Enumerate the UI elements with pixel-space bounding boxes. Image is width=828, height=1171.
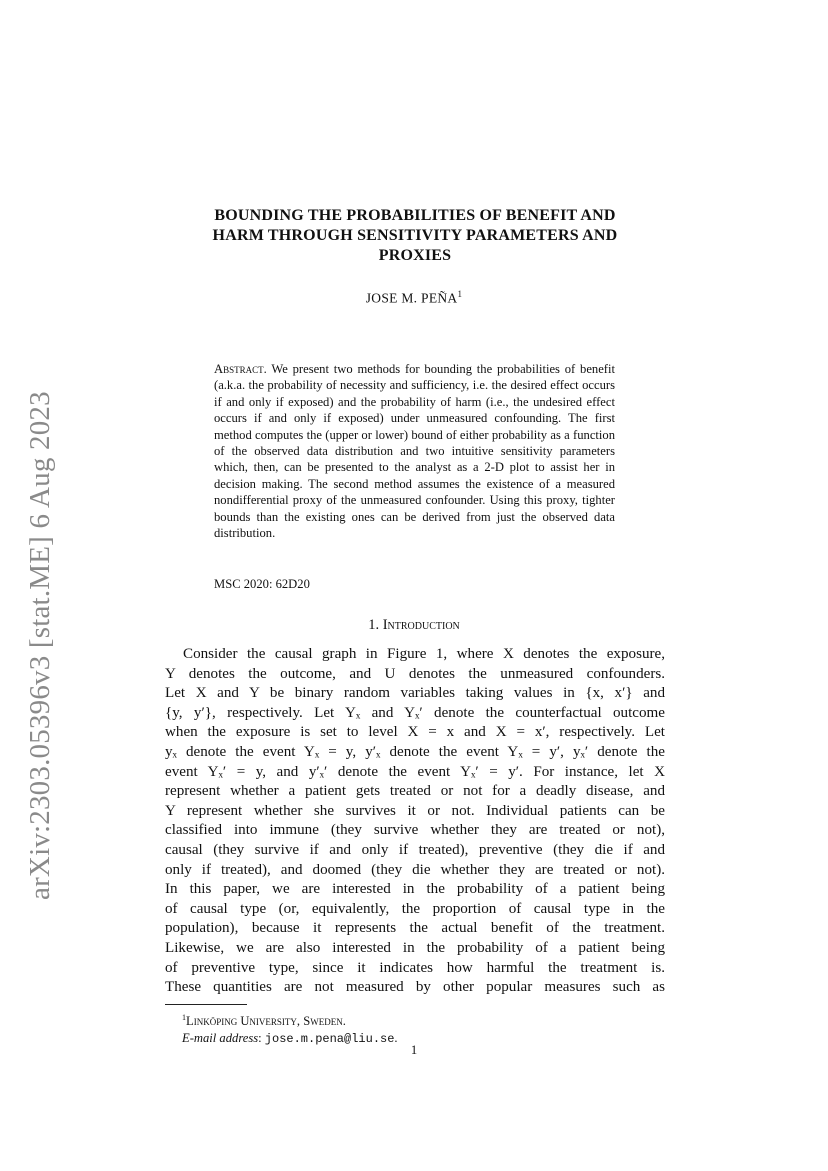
section-number: 1. — [368, 617, 380, 633]
page-number: 1 — [410, 1043, 418, 1057]
body-line: Y denotes the outcome, and U denotes the unmeasured confounders. — [165, 665, 665, 682]
footnote-mark: 1 — [182, 1013, 186, 1022]
author-name: JOSE M. PEÑA — [365, 290, 458, 306]
footnote — [182, 1010, 398, 1047]
body-line: of causal type (or, equivalently, the proportion of causal type in the — [165, 900, 665, 917]
abstract-text: We present two methods for bounding the probabilities of benefit (a.k.a. the probability of necessity and sufficiency, i.e. the desired effect occurs if and only if exposed) and the probability of harm (i.e., the undesired effect occurs if and only if exposed) under unmeasured confounding. The first method computes the (upper or lower) bound of either probability as a function of the observed data distribution and two intuitive sensitivity parameters which, then, can be presented to the analyst as a 2-D plot to assist her in decision making. The second method assumes the existence of a measured nondifferential proxy of the unmeasured confounder. Using this proxy, tighter bounds than the existing ones can be derived from just the observed data distribution. — [214, 362, 616, 541]
paper-title — [160, 206, 670, 266]
body-line: yₓ denote the event Yₓ = y, y′ₓ denote the event Yₓ = y′, yₓ′ denote the — [165, 743, 665, 760]
body-line: event Yₓ′ = y, and y′ₓ′ denote the event Yₓ′ = y′. For instance, let X — [165, 763, 665, 780]
body-line: {y, y′}, respectively. Let Yₓ and Yₓ′ denote the counterfactual outcome — [165, 704, 665, 721]
body-line: population), because it represents the actual benefit of the treatment. — [165, 920, 665, 937]
title-line: PROXIES — [378, 247, 452, 264]
body-line: of preventive type, since it indicates how harmful the treatment is. — [165, 959, 665, 976]
abstract-label: Abstract. — [214, 362, 267, 376]
email-suffix: . — [394, 1030, 398, 1045]
author-line — [0, 289, 828, 307]
body-line: Consider the causal graph in Figure 1, where X denotes the exposure, — [183, 646, 665, 662]
msc-classification: MSC 2020: 62D20 — [214, 577, 310, 591]
author-footnote-mark: 1 — [457, 289, 463, 299]
body-line: Likewise, we are also interested in the probability of a patient being — [165, 939, 665, 956]
body-line: Y represent whether she survives it or not. Individual patients can be — [165, 802, 665, 819]
title-line: HARM THROUGH SENSITIVITY PARAMETERS AND — [212, 227, 618, 244]
title-line: BOUNDING THE PROBABILITIES OF BENEFIT AND — [214, 207, 616, 224]
abstract — [214, 361, 615, 541]
section-heading — [0, 617, 828, 634]
footnote-divider — [165, 1004, 247, 1005]
body-line: represent whether a patient gets treated or not for a deadly disease, and — [165, 783, 665, 800]
body-line: Let X and Y be binary random variables taking values in {x, x′} and — [165, 685, 665, 702]
body-line: causal (they survive if and only if treated), preventive (they die if and — [165, 841, 665, 858]
email-label: E-mail address — [182, 1030, 259, 1045]
body-line: when the exposure is set to level X = x and X = x′, respectively. Let — [165, 724, 665, 741]
body-line: only if treated), and doomed (they die whether they are treated or not). — [165, 861, 665, 878]
body-line: In this paper, we are interested in the probability of a patient being — [165, 881, 665, 898]
email-colon: : — [258, 1030, 265, 1045]
arxiv-identifier-stamp: arXiv:2303.05396v3 [stat.ME] 6 Aug 2023 — [24, 391, 56, 900]
affiliation-text: Linköping University, Sweden. — [186, 1014, 346, 1029]
introduction-body — [165, 645, 665, 998]
email-address[interactable]: jose.m.pena@liu.se — [264, 1031, 395, 1046]
body-line: These quantities are not measured by other popular measures such as — [165, 979, 665, 996]
footnote-affiliation — [182, 1010, 398, 1030]
section-title: Introduction — [382, 617, 460, 633]
body-line: classified into immune (they survive whether they are treated or not), — [165, 822, 665, 839]
